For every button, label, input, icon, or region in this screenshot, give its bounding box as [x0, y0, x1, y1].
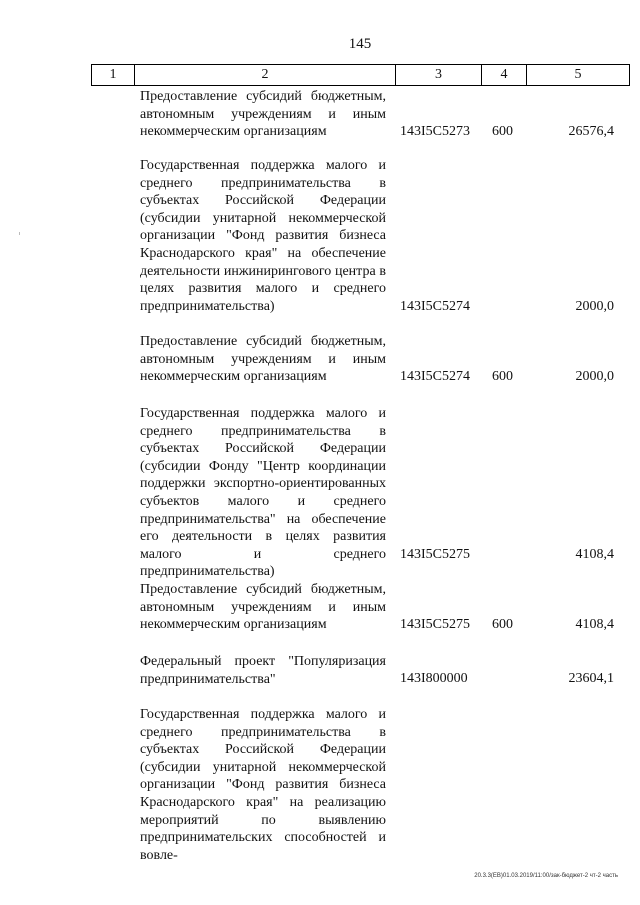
row-description: Государственная поддержка малого и среднего предпринимательства в субъектах Российской Федерации (субсидии унитарной некоммерческой организации "Фонд развития бизнеса Краснодарского края" на реализацию мероприятий по выявлению предпринимательских способностей и вовле- [140, 707, 386, 863]
row-sum: 2000,0 [575, 299, 614, 314]
row-code: 143I5C5274 [400, 369, 470, 384]
row-sum: 26576,4 [568, 124, 614, 139]
row-sum: 4108,4 [575, 547, 614, 562]
row-code: 143I800000 [400, 671, 468, 686]
header-col-4: 4 [482, 65, 527, 86]
header-col-5: 5 [527, 65, 630, 86]
row-description: Предоставление субсидий бюджетным, автономным учреждениям и иным некоммерческим организациям [140, 334, 386, 385]
row-code: 143I5C5275 [400, 617, 470, 632]
header-col-2: 2 [135, 65, 396, 86]
row-sum: 2000,0 [575, 369, 614, 384]
header-col-3: 3 [396, 65, 482, 86]
row-code: 143I5C5275 [400, 547, 470, 562]
row-description: Государственная поддержка малого и среднего предпринимательства в субъектах Российской Федерации (субсидии Фонду "Центр координации поддержки экспортно-ориентированных субъектов малого и среднего предпринимательства" на обеспечение его деятельности в целях развития малого и среднего предпринимательства) [140, 406, 386, 580]
footer-file-path: 20.3.3(ЕВ)01.03.2019/11:00/зак-бюджет-2 чт-2 часть [474, 873, 618, 879]
row-code: 143I5C5273 [400, 124, 470, 139]
row-description: Государственная поддержка малого и среднего предпринимательства в субъектах Российской Федерации (субсидии унитарной некоммерческой организации "Фонд развития бизнеса Краснодарского края" на обеспечение деятельности инжинирингового центра в целях развития малого и среднего предпринимательства) [140, 158, 386, 314]
header-row [92, 65, 630, 86]
row-sum: 23604,1 [568, 671, 614, 686]
row-kvr: 600 [492, 369, 513, 384]
margin-mark [19, 232, 20, 235]
row-description: Федеральный проект "Популяризация предпринимательства" [140, 654, 386, 687]
page-number: 145 [348, 36, 372, 52]
header-col-1: 1 [92, 65, 135, 86]
column-header-table [91, 64, 630, 86]
row-kvr: 600 [492, 617, 513, 632]
row-code: 143I5C5274 [400, 299, 470, 314]
row-kvr: 600 [492, 124, 513, 139]
row-description: Предоставление субсидий бюджетным, автономным учреждениям и иным некоммерческим организациям [140, 582, 386, 633]
row-sum: 4108,4 [575, 617, 614, 632]
row-description: Предоставление субсидий бюджетным, автономным учреждениям и иным некоммерческим организациям [140, 89, 386, 140]
